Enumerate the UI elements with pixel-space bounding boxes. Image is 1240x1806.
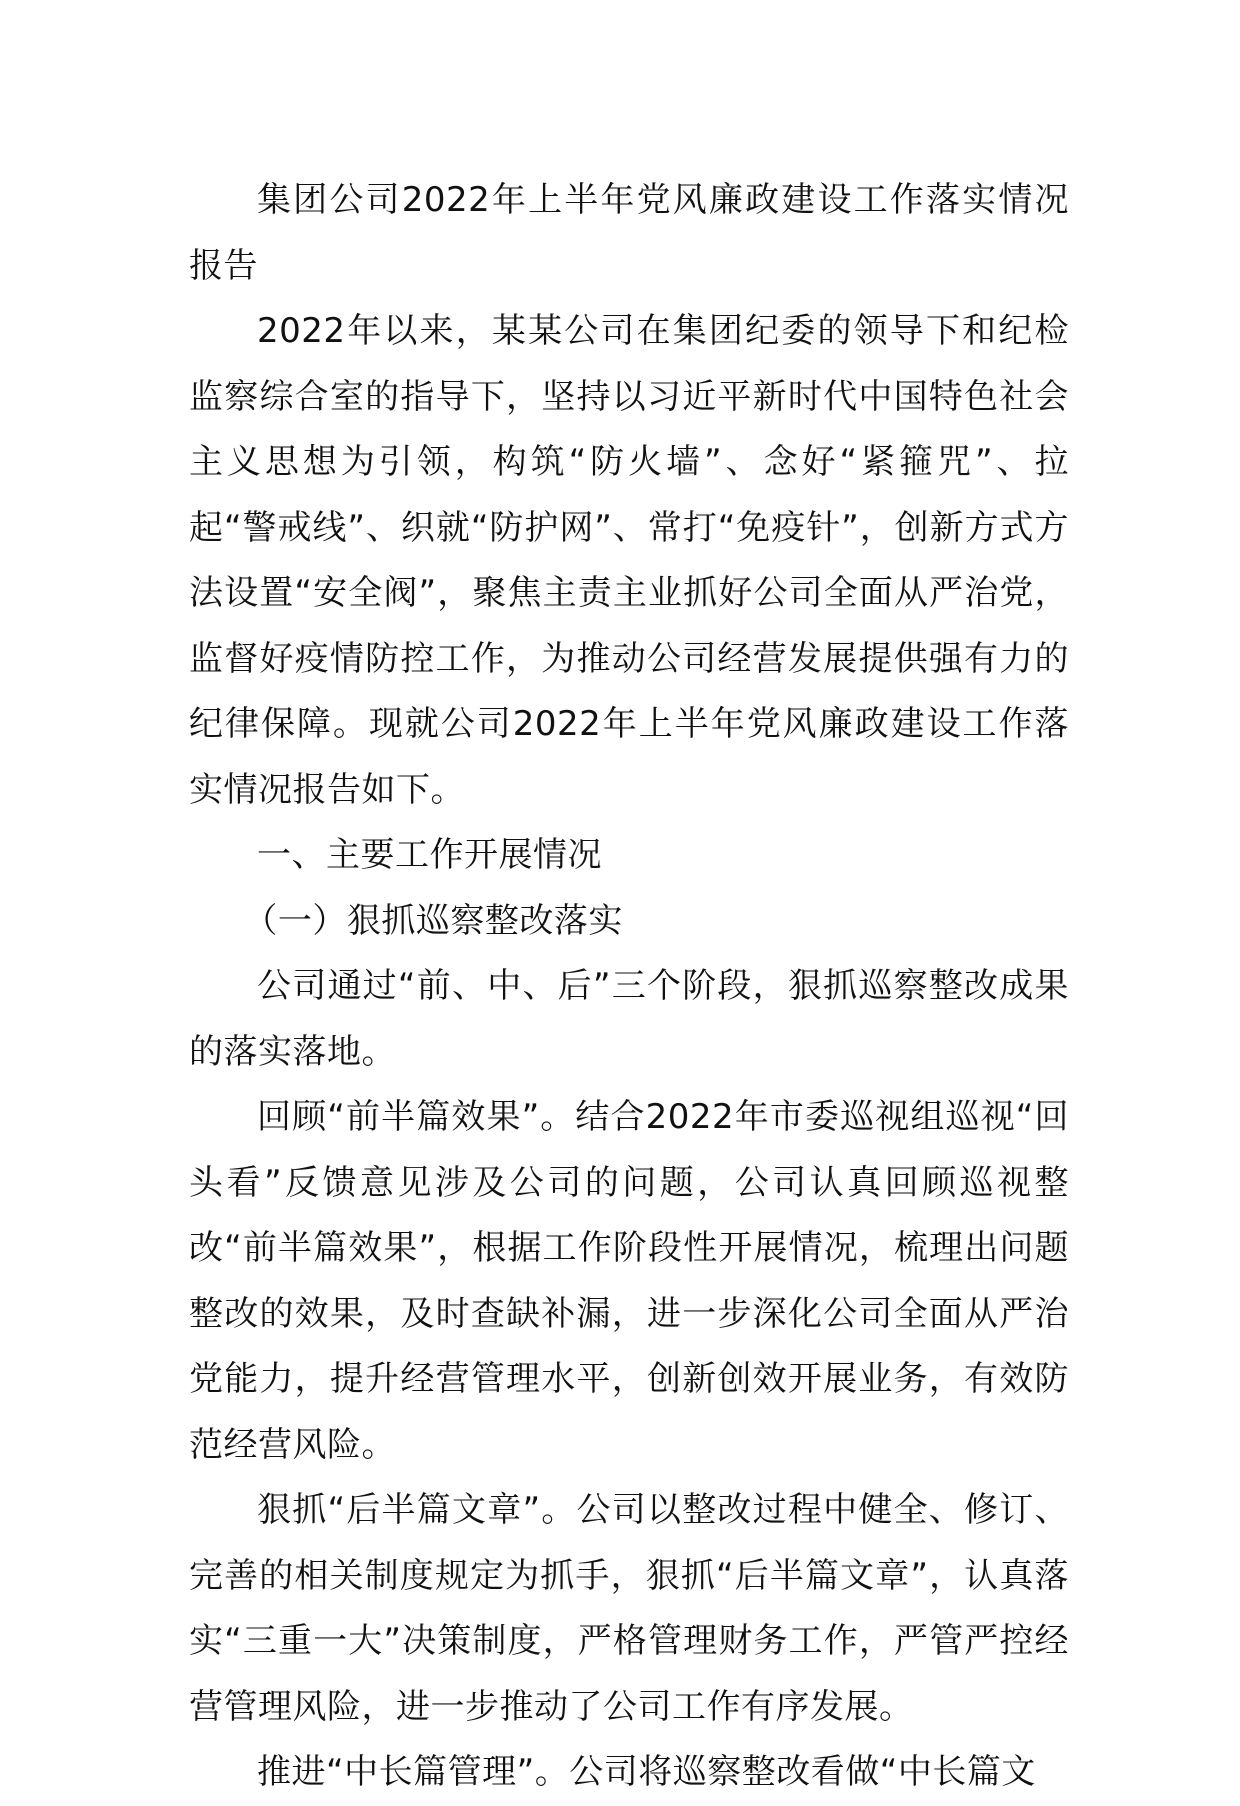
paragraph-follow-up: 狠抓“后半篇文章”。公司以整改过程中健全、修订、完善的相关制度规定为抓手，狠抓“后半篇文章”，认真落实“三重一大”决策制度，严格管理财务工作，严管严控经营管理风险，进一步推动了公司工作有序发展。 <box>189 1490 1069 1727</box>
document-title: 集团公司2022年上半年党风廉政建设工作落实情况报告 <box>189 180 1069 286</box>
paragraph-stages: 公司通过“前、中、后”三个阶段，狠抓巡察整改成果的落实落地。 <box>189 966 1069 1072</box>
document-body <box>189 168 1069 1806</box>
section-heading: 一、主要工作开展情况 <box>257 835 602 875</box>
paragraph-long-term: 推进“中长篇管理”。公司将巡察整改看做“中长篇文 <box>257 1752 1036 1792</box>
subsection-heading: （一）狠抓巡察整改落实 <box>243 900 623 941</box>
paragraph-intro: 2022年以来，某某公司在集团纪委的领导下和纪检监察综合室的指导下，坚持以习近平新时代中国特色社会主义思想为引领，构筑“防火墙”、念好“紧箍咒”、拉起“警戒线”、织就“防护网”、常打“免疫针”，创新方式方法设置“安全阀”，聚焦主责主业抓好公司全面从严治党，监督好疫情防控工作，为推动公司经营发展提供强有力的纪律保障。现就公司2022年上半年党风廉政建设工作落实情况报告如下。 <box>189 311 1069 810</box>
paragraph-review: 回顾“前半篇效果”。结合2022年市委巡视组巡视“回头看”反馈意见涉及公司的问题，公司认真回顾巡视整改“前半篇效果”，根据工作阶段性开展情况，梳理出问题整改的效果，及时查缺补漏，进一步深化公司全面从严治党能力，提升经营管理水平，创新创效开展业务，有效防范经营风险。 <box>189 1097 1069 1465</box>
